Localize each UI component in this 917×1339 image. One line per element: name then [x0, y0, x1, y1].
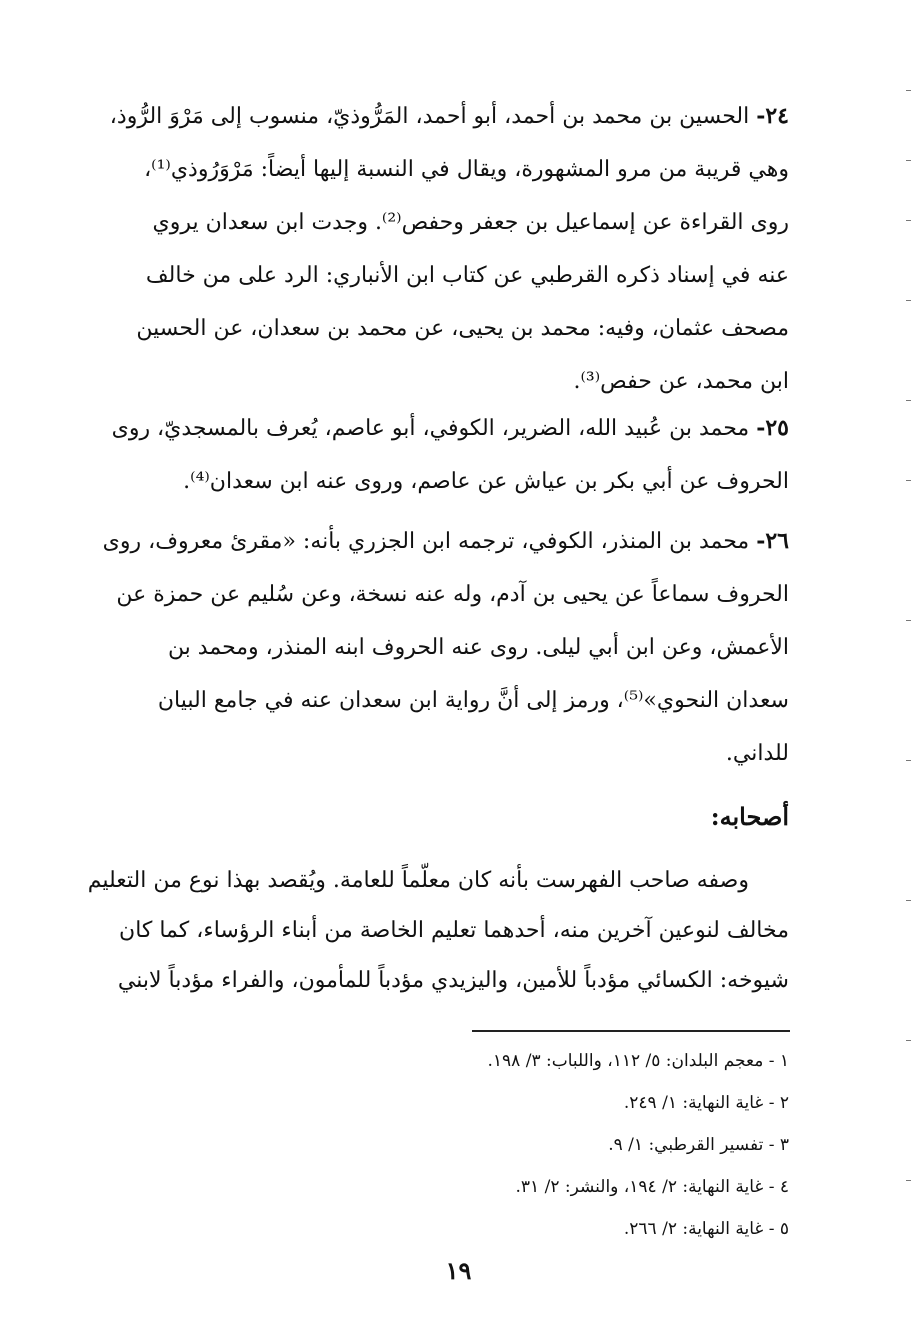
entry-line: [79, 90, 789, 143]
entry-line: ابن محمد، عن حفص⁽³⁾.: [573, 369, 789, 394]
entry-line: الحروف عن أبي بكر بن عياش عن عاصم، وروى عنه ابن سعدان⁽⁴⁾.: [183, 469, 789, 494]
entry-line: الأعمش، وعن ابن أبي ليلى. روى عنه الحروف ابنه المنذر، ومحمد بن: [167, 635, 789, 660]
footnote-item: ٣ - تفسير القرطبي: ١/ ٩.: [608, 1135, 789, 1155]
footnote-divider: [472, 1030, 790, 1032]
entry-line: وهي قريبة من مرو المشهورة، ويقال في النسبة إليها أيضاً: مَرْوَرُوذي⁽¹⁾،: [144, 157, 789, 182]
paragraph-line: مخالف لنوعين آخرين منه، أحدهما تعليم الخاصة من أبناء الرؤساء، كما كان: [119, 918, 789, 943]
entry-line: الحروف سماعاً عن يحيى بن آدم، وله عنه نسخة، وعن سُليم عن حمزة عن: [116, 582, 789, 607]
entry-line: مصحف عثمان، وفيه: محمد بن يحيى، عن محمد بن سعدان، عن الحسين: [136, 316, 789, 341]
entry-text: محمد بن عُبيد الله، الضرير، الكوفي، أبو عاصم، يُعرف بالمسجديّ، روى: [111, 416, 750, 441]
footnote-item: ١ - معجم البلدان: ٥/ ١١٢، واللباب: ٣/ ١٩٨.: [487, 1051, 789, 1071]
entry-line: [79, 402, 789, 455]
entry-number: ٢٦-: [756, 528, 789, 554]
body-paragraph: [79, 856, 789, 1006]
entry-line: سعدان النحوي»⁽⁵⁾، ورمز إلى أنَّ رواية ابن سعدان عنه في جامع البيان: [157, 688, 789, 713]
entry-number: ٢٥-: [756, 415, 789, 441]
entry-line: للداني.: [725, 741, 789, 766]
entry-26: [79, 515, 789, 780]
entry-number: ٢٤-: [756, 103, 789, 129]
paragraph-line: شيوخه: الكسائي مؤدباً للأمين، واليزيدي مؤدباً للمأمون، والفراء مؤدباً لابني: [117, 968, 789, 993]
entry-text: محمد بن المنذر، الكوفي، ترجمه ابن الجزري بأنه: «مقرئ معروف، روى: [102, 529, 750, 554]
footnote-item: ٤ - غاية النهاية: ٢/ ١٩٤، والنشر: ٢/ ٣١.: [515, 1177, 789, 1197]
entry-25: [79, 402, 789, 508]
scan-edge-marks: [903, 60, 911, 1260]
entry-line: روى القراءة عن إسماعيل بن جعفر وحفص⁽²⁾. وجدت ابن سعدان يروي: [152, 210, 789, 235]
section-heading: أصحابه:: [710, 802, 789, 831]
footnote-item: ٥ - غاية النهاية: ٢/ ٢٦٦.: [623, 1219, 789, 1239]
footnotes-list: [339, 1040, 789, 1250]
entry-24: [79, 90, 789, 408]
entry-line: [79, 515, 789, 568]
entry-line: عنه في إسناد ذكره القرطبي عن كتاب ابن الأنباري: الرد على من خالف: [145, 263, 789, 288]
footnote-item: ٢ - غاية النهاية: ١/ ٢٤٩.: [623, 1093, 789, 1113]
page-number: ١٩: [445, 1256, 472, 1285]
entry-text: الحسين بن محمد بن أحمد، أبو أحمد، المَرُّوذيّ، منسوب إلى مَرْوَ الرُّوذ،: [109, 104, 750, 129]
paragraph-line: وصفه صاحب الفهرست بأنه كان معلّماً للعامة. ويُقصد بهذا نوع من التعليم: [87, 868, 749, 893]
